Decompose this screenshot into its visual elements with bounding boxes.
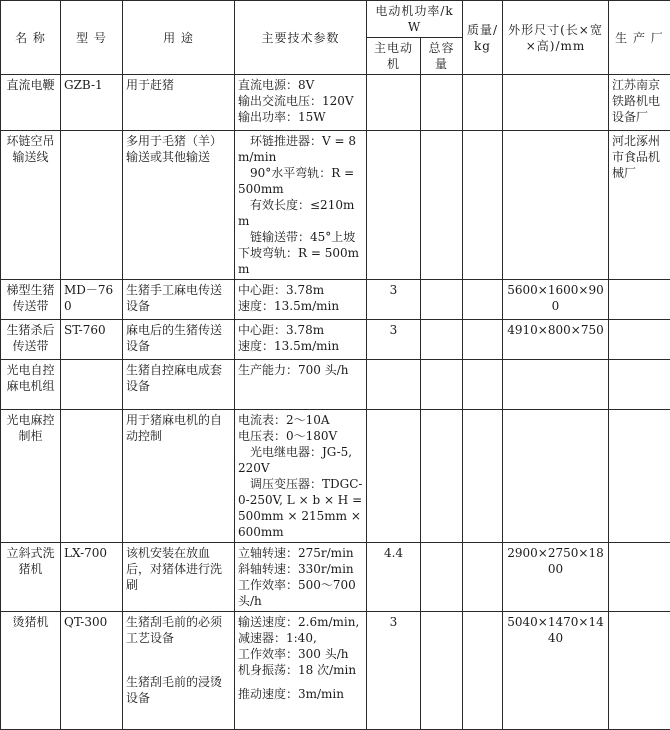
cell-manufacturer [609,410,670,543]
cell-power-total [421,280,463,320]
param-line: 调压变压器：TDGC-0-250V, L × b × H = 500mm × 215mm × 600mm [238,476,363,540]
spacer [126,646,231,674]
cell-model: LX-700 [61,543,123,612]
param-line: 直流电源：8V [238,77,363,93]
cell-power-total [421,410,463,543]
spacer [238,678,363,686]
cell-params [235,543,367,612]
cell-dims: 5040×1470×1440 [503,612,609,730]
cell-power-main [367,131,421,280]
cell-params [235,131,367,280]
cell-model: QT-300 [61,612,123,730]
cell-use: 该机安装在放血后，对猪体进行洗刷 [123,543,235,612]
param-line: 中心距：3.78m [238,282,363,298]
cell-mass [463,360,503,410]
cell-dims [503,75,609,131]
param-line: 速度：13.5m/min [238,298,363,314]
cell-use: 用于猪麻电机的自动控制 [123,410,235,543]
param-line: 输出交流电压：120V [238,93,363,109]
cell-model: ST-760 [61,320,123,360]
cell-power-total [421,360,463,410]
cell-dims [503,360,609,410]
cell-power-main: 4.4 [367,543,421,612]
cell-use: 麻电后的生猪传送设备 [123,320,235,360]
cell-model [61,360,123,410]
cell-power-main [367,75,421,131]
cell-name: 立斜式洗猪机 [1,543,61,612]
table-row [1,131,670,280]
cell-dims: 4910×800×750 [503,320,609,360]
table-row [1,75,670,131]
cell-power-total [421,131,463,280]
cell-mass [463,131,503,280]
param-line: 链输送带：45°上坡下坡弯轨：R = 500mm [238,229,363,277]
cell-mass [463,320,503,360]
param-line: 工作效率：300 头/h [238,646,363,662]
table-row [1,543,670,612]
header-dims: 外形尺寸(长×宽×高)/mm [503,1,609,75]
cell-params [235,360,367,410]
table-row [1,612,670,730]
header-params: 主要技术参数 [235,1,367,75]
param-line: 电流表：2～10A [238,412,363,428]
cell-manufacturer [609,320,670,360]
cell-model: GZB-1 [61,75,123,131]
cell-manufacturer: 河北涿州市食品机械厂 [609,131,670,280]
cell-mass [463,280,503,320]
cell-name: 光电自控麻电机组 [1,360,61,410]
cell-params [235,75,367,131]
param-line: 90°水平弯轨：R = 500mm [238,165,363,197]
cell-manufacturer [609,280,670,320]
param-line: 生产能力：700 头/h [238,362,363,378]
param-line: 输送速度：2.6m/min, [238,614,363,630]
cell-params [235,280,367,320]
param-line: 光电继电器：JG-5, 220V [238,444,363,476]
cell-model: MD－760 [61,280,123,320]
param-line: 斜轴转速：330r/min [238,561,363,577]
cell-mass [463,543,503,612]
cell-manufacturer [609,543,670,612]
cell-power-total [421,543,463,612]
cell-name: 生猪杀后传送带 [1,320,61,360]
cell-dims: 5600×1600×900 [503,280,609,320]
param-line: 推动速度：3m/min [238,686,363,702]
header-manufacturer: 生 产 厂 [609,1,670,75]
cell-manufacturer [609,612,670,730]
header-mass: 质量/kg [463,1,503,75]
cell-power-total [421,320,463,360]
header-power-main: 主电动机 [367,38,421,75]
cell-dims [503,131,609,280]
param-line: 工作效率：500～700 头/h [238,577,363,609]
param-line: 有效长度：≤210mm [238,197,363,229]
cell-model [61,410,123,543]
param-line: 速度：13.5m/min [238,338,363,354]
param-line: 减速器：1:40, [238,630,363,646]
cell-power-main: 3 [367,280,421,320]
cell-name: 光电麻控制柜 [1,410,61,543]
cell-name: 烫猪机 [1,612,61,730]
cell-power-total [421,612,463,730]
cell-power-main: 3 [367,320,421,360]
cell-params [235,320,367,360]
cell-name: 直流电鞭 [1,75,61,131]
cell-params [235,410,367,543]
param-line: 中心距：3.78m [238,322,363,338]
header-model: 型 号 [61,1,123,75]
use-line: 生猪刮毛前的浸烫设备 [126,674,231,706]
header-name: 名 称 [1,1,61,75]
param-line: 环链推进器：V = 8 m/min [238,133,363,165]
cell-mass [463,612,503,730]
param-line: 机身振荡：18 次/min [238,662,363,678]
cell-power-main [367,360,421,410]
cell-use: 生猪手工麻电传送设备 [123,280,235,320]
table-row [1,320,670,360]
header-power-total: 总容量 [421,38,463,75]
cell-model [61,131,123,280]
table-row [1,410,670,543]
param-line: 输出功率：15W [238,109,363,125]
param-line: 立轴转速：275r/min [238,545,363,561]
cell-dims: 2900×2750×1800 [503,543,609,612]
cell-use: 多用于毛猪（羊）输送或其他输送 [123,131,235,280]
cell-params [235,612,367,730]
cell-use: 用于赶猪 [123,75,235,131]
cell-mass [463,75,503,131]
cell-name: 环链空吊输送线 [1,131,61,280]
table-row [1,280,670,320]
cell-manufacturer: 江苏南京铁路机电设备厂 [609,75,670,131]
cell-power-main: 3 [367,612,421,730]
header-use: 用 途 [123,1,235,75]
use-line: 生猪刮毛前的必须工艺设备 [126,614,231,646]
param-line: 电压表：0～180V [238,428,363,444]
header-power: 电动机功率/kW [367,1,463,38]
cell-manufacturer [609,360,670,410]
cell-use [123,612,235,730]
cell-name: 梯型生猪传送带 [1,280,61,320]
table-row [1,360,670,410]
cell-power-total [421,75,463,131]
cell-mass [463,410,503,543]
cell-power-main [367,410,421,543]
cell-dims [503,410,609,543]
cell-use: 生猪自控麻电成套设备 [123,360,235,410]
